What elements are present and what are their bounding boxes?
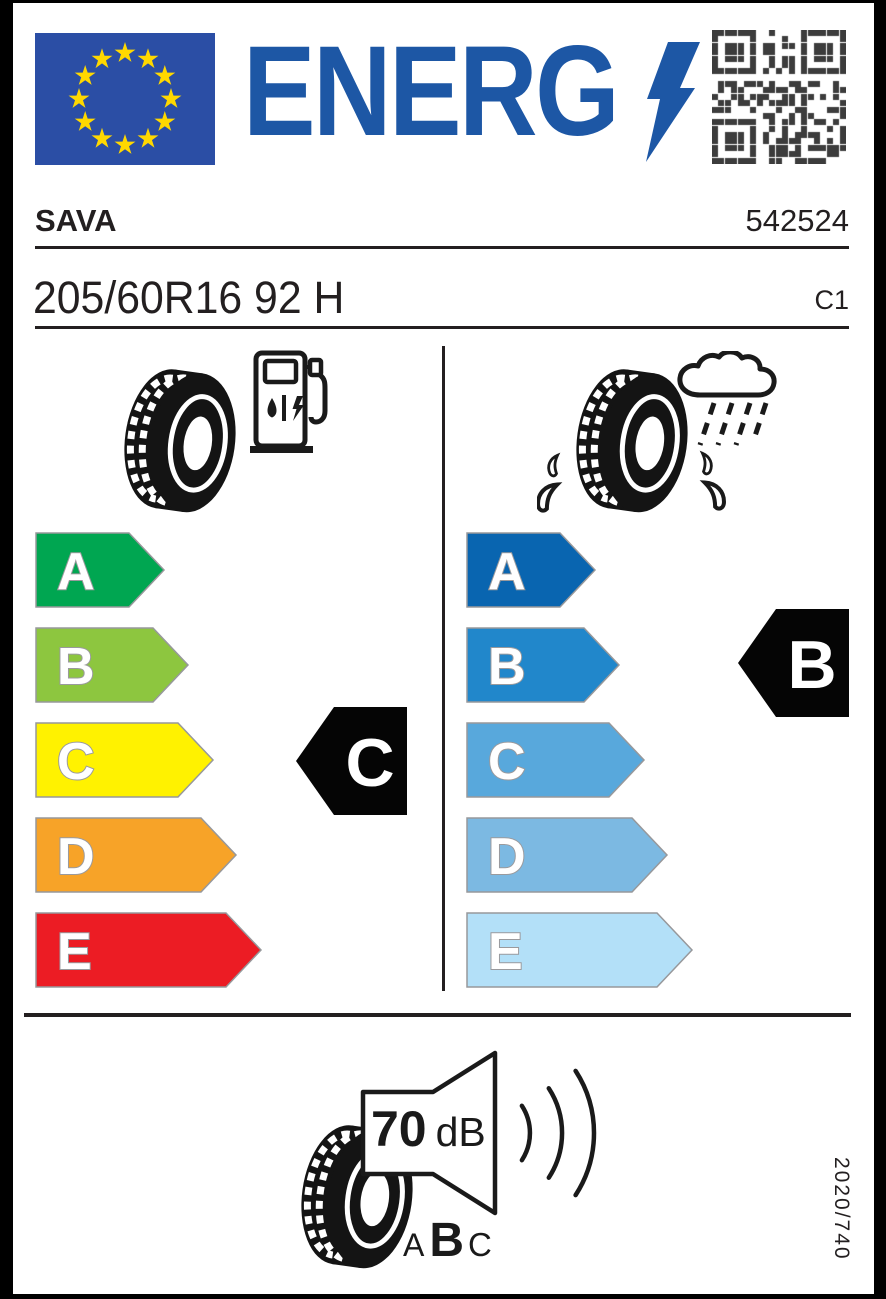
- wet-arrow-d-letter: D: [488, 828, 526, 886]
- article-number: 542524: [745, 203, 849, 238]
- fuel-arrow-c-letter: C: [57, 733, 95, 791]
- label-border-right: [874, 0, 886, 1299]
- wet-arrow-a-letter: A: [488, 543, 526, 601]
- noise-class-scale: [403, 1213, 492, 1268]
- fuel-arrow-a: [35, 532, 166, 608]
- column-divider: [442, 346, 445, 991]
- brand-name: SAVA: [35, 203, 117, 238]
- divider-line-top: [35, 246, 849, 249]
- rain-cloud-icon: [676, 351, 778, 463]
- fuel-arrow-d: [35, 817, 238, 893]
- lightning-bolt-icon: [645, 42, 701, 162]
- wet-arrow-a: [466, 532, 597, 608]
- fuel-arrow-d-letter: D: [57, 828, 95, 886]
- wet-arrow-e-letter: E: [488, 923, 523, 981]
- wet-rating-arrow: [738, 609, 850, 717]
- fuel-arrow-a-letter: A: [57, 543, 95, 601]
- label-border-bottom: [0, 1294, 886, 1299]
- label-border-left: [0, 0, 13, 1299]
- noise-value-row: [371, 1100, 486, 1158]
- noise-class-c: C: [468, 1226, 492, 1263]
- divider-line-size: [35, 326, 849, 329]
- tire-size: 205/60R16 92 H: [33, 272, 345, 323]
- vehicle-class: C1: [814, 285, 849, 315]
- divider-line-noise: [24, 1013, 851, 1017]
- fuel-arrow-e: [35, 912, 263, 988]
- fuel-tire-icon: [120, 366, 242, 516]
- regulation-number: 2020/740: [830, 1157, 853, 1261]
- wet-arrow-c-letter: C: [488, 733, 526, 791]
- fuel-arrow-b: [35, 627, 190, 703]
- fuel-arrow-e-letter: E: [57, 923, 92, 981]
- noise-class-b: B: [429, 1214, 465, 1267]
- energ-logo-text: ENERG: [243, 20, 618, 163]
- wet-arrow-c: [466, 722, 646, 798]
- fuel-pump-icon: [249, 349, 328, 454]
- noise-class-a: A: [403, 1227, 425, 1263]
- wet-rating-letter: B: [787, 627, 837, 703]
- wet-arrow-b: [466, 627, 621, 703]
- wet-arrow-d: [466, 817, 669, 893]
- fuel-rating-letter: C: [345, 725, 395, 801]
- label-border-top: [0, 0, 886, 3]
- noise-value: 70: [371, 1101, 427, 1157]
- sound-waves-icon: [522, 1071, 594, 1195]
- wet-arrow-e: [466, 912, 694, 988]
- wet-arrow-b-letter: B: [488, 638, 526, 696]
- fuel-rating-arrow: [296, 707, 408, 815]
- fuel-arrow-b-letter: B: [57, 638, 95, 696]
- eu-flag: [35, 33, 215, 165]
- fuel-arrow-c: [35, 722, 215, 798]
- noise-unit: dB: [435, 1109, 486, 1155]
- qr-code: [712, 30, 846, 164]
